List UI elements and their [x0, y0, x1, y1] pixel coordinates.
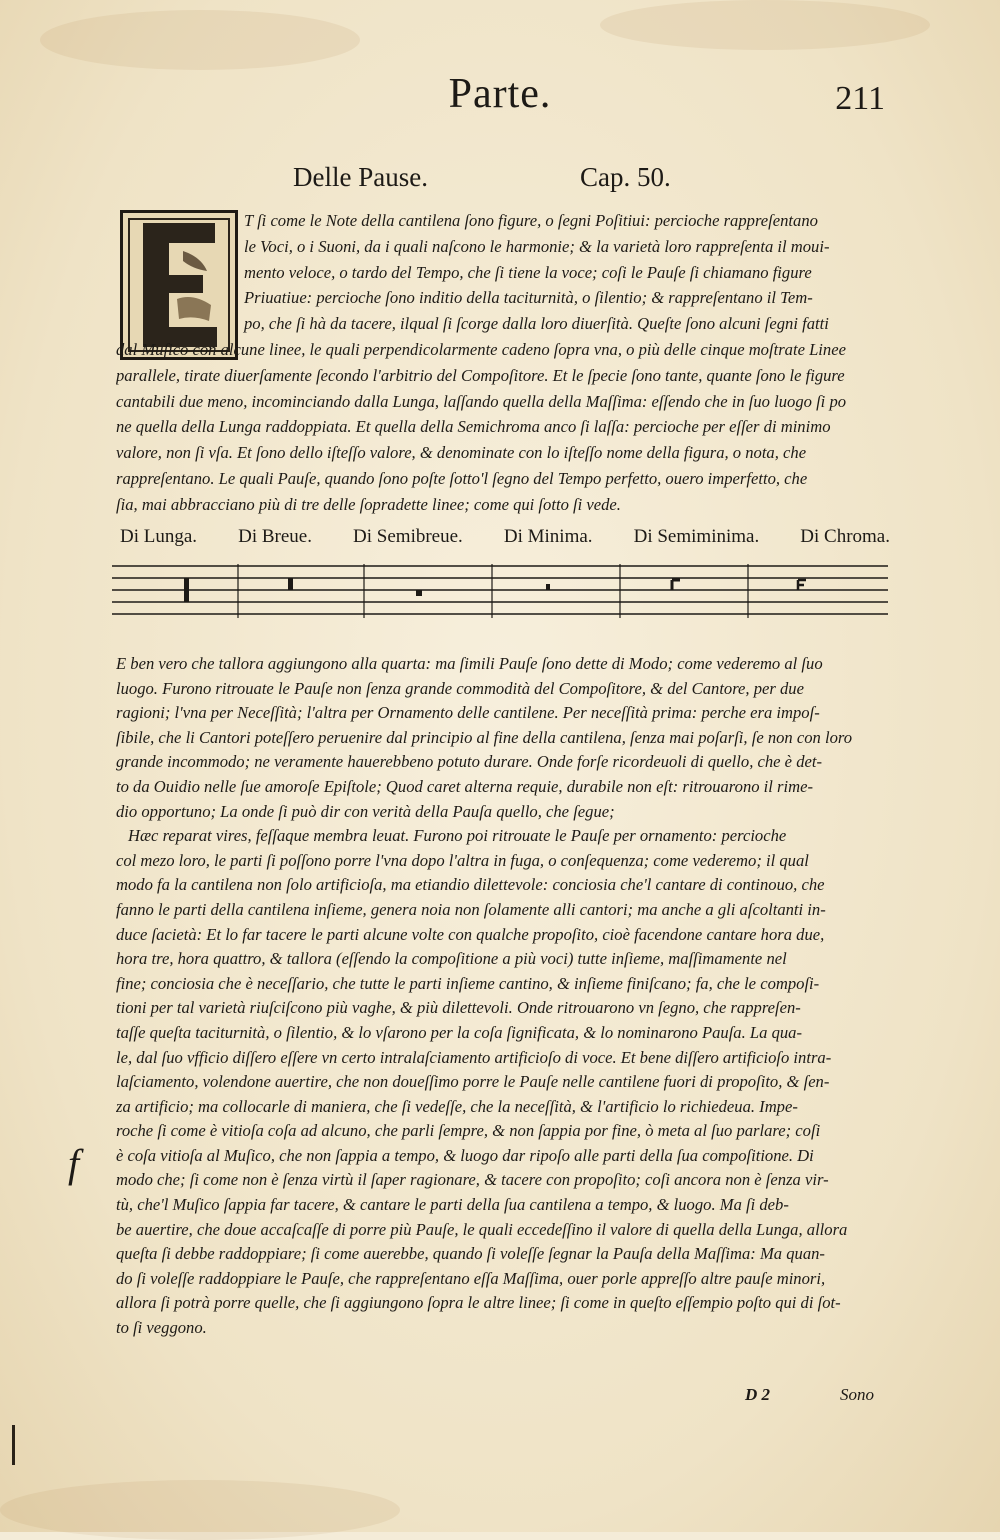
text-line: tù, che'l Muſico ſappia far tacere, & cantare le parti della ſua cantilena a tempo, & luogo. Ma ſi deb- [116, 1195, 789, 1215]
long-rest-icon [184, 578, 189, 602]
chroma-rest-icon [798, 580, 806, 590]
minima-rest-icon [546, 584, 550, 590]
paper-stain [40, 10, 360, 70]
chapter-number: Cap. 50. [580, 162, 671, 192]
text-line: tioni per tal varietà riuſciſcono più vaghe, & più dilettevoli. Onde ritrouarono vn ſegno, che rappreſen- [116, 998, 801, 1018]
running-head: Parte. [448, 71, 552, 117]
text-line: be auertire, che doue accaſcaſſe di porre più Pauſe, le quali eccedeſſino il valore di quella della Lunga, allora [116, 1219, 848, 1239]
text-line: roche ſi come è vitioſa coſa ad alcuno, che parli ſempre, & non ſappia por fine, ò meta al ſuo parlare; coſi [116, 1121, 821, 1141]
music-staff-rests [112, 560, 888, 626]
text-line: modo che; ſi come non è ſenza virtù il ſaper ragionare, & tacere con propoſito; coſi ancora non è ſenza vir- [116, 1170, 829, 1190]
text-line: col mezo loro, le parti ſi poſſono porre l'vna dopo l'altra in fuga, o conſequenza; come vederemo; il qual [116, 850, 809, 870]
staff-lines [112, 566, 888, 614]
text-line: po, che ſi hà da tacere, ilqual ſi ſcorge dalla loro diuerſità. Queſte ſono alcuni ſegni fatti [244, 314, 829, 334]
text-line: allora ſi potrà porre quelle, che ſi aggiungono ſopra le altre linee; ſi come in queſto eſſempio poſto qui di ſot- [116, 1293, 841, 1313]
text-line: le Voci, o i Suoni, da i quali naſcono le harmonie; & la varietà loro rappreſenta il moui- [244, 236, 830, 256]
rest-label: Di Breue. [238, 526, 312, 547]
bar-lines [238, 564, 748, 618]
page-number: 211 [835, 80, 885, 117]
text-line: T ſi come le Note della cantilena ſono figure, o ſegni Poſitiui: percioche rappreſentano [244, 211, 818, 230]
text-line: za artificio; ma collocarle di maniera, che ſi vedeſſe, che la neceſſità, & l'artificio lo richiedeua. Impe- [116, 1096, 798, 1116]
text-line: queſta ſi debbe raddoppiare; ſi come auerebbe, quando ſi voleſſe ſegnar la Pauſa della Maſſima: Ma quan- [116, 1244, 825, 1264]
text-line: mento veloce, o tardo del Tempo, che ſi tiene la voce; coſi le Pauſe ſi chiamano figure [244, 262, 812, 282]
text-line: è coſa vitioſa al Muſico, che non ſappia a tempo, & luogo dar ripoſo alle parti della ſua compoſitione. Di [116, 1145, 814, 1165]
rest-label: Di Minima. [503, 526, 593, 547]
semibreve-rest-icon [416, 590, 422, 596]
text-line: dal Muſico con alcune linee, le quali perpendicolarmente cadeno ſopra vna, o più delle cinque moſtrate Linee [116, 339, 846, 359]
text-line: Hæc reparat vires, feſſaque membra leuat. Furono poi ritrouate le Pauſe per ornamento: percioche [128, 826, 787, 846]
text-line: grande incommodo; ne veramente hauerebbeno potuto durare. Onde forſe ricordeuoli di quello, che è det- [116, 752, 822, 772]
text-line: fine; conciosia che è neceſſario, che tutte le parti inſieme cantino, & inſieme finiſcano; fa, che le compoſi- [116, 973, 820, 993]
paper-stain [0, 1480, 400, 1540]
breve-rest-icon [288, 578, 293, 590]
margin-ink-mark [12, 1425, 15, 1465]
catchword: Sono [840, 1385, 874, 1404]
text-line: le, dal ſuo vfficio diſſero eſſere vn certo intralaſciamento artificioſo di voce. Et bene diſſero artificioſo intra- [116, 1047, 832, 1067]
marginal-annotation: f [68, 1141, 80, 1186]
text-line: taſſe queſta taciturnità, o ſilentio, & lo vſarono per la coſa ſignificata, & lo nominarono Pauſa. La qua- [116, 1022, 802, 1042]
text-line: duce ſacietà: Et lo far tacere le parti alcune volte con qualche propoſito, cioè facendone cantare hora due, [116, 924, 825, 944]
semiminima-rest-icon [672, 580, 680, 590]
rest-label: Di Semibreue. [353, 526, 463, 547]
text-line: parallele, tirate diuerſamente ſecondo l'arbitrio del Compoſitore. Et le ſpecie ſono tante, quante ſono le figure [116, 365, 845, 385]
signature-mark: D 2 [745, 1385, 771, 1404]
text-line: laſciamento, volendone auertire, che non doueſſimo porre le Pauſe nelle cantilene fuori di propoſito, & ſen- [116, 1072, 830, 1092]
text-line: modo fa la cantilena non ſolo artificioſa, ma etiandio dilettevole: conciosia che'l cantare di continouo, che [116, 875, 825, 895]
text-line: do ſi voleſſe raddoppiare le Pauſe, che rappreſentano eſſa Maſſima, ouer porle appreſſo altre pauſe minori, [116, 1268, 826, 1288]
paper-stain [600, 0, 930, 50]
text-line: luogo. Furono ritrouate le Pauſe non ſenza grande commodità del Compoſitore, & del Cantore, per due [116, 678, 804, 698]
rest-label: Di Lunga. [120, 526, 198, 547]
text-line: rappreſentano. Le quali Pauſe, quando ſono poſte ſotto'l ſegno del Tempo perfetto, ouero imperfetto, che [116, 468, 808, 488]
text-line: fanno le parti della cantilena inſieme, genera noia non ſolamente alli cantori; ma anche a gli aſcoltanti in- [116, 899, 826, 919]
text-line: Priuatiue: percioche ſono inditio della taciturnità, o ſilentio; & rappreſentano il Tem- [244, 288, 813, 308]
rest-label: Di Semiminima. [633, 526, 760, 547]
rest-label: Di Chroma. [800, 526, 890, 547]
rest-labels [120, 526, 890, 548]
text-line: cantabili due meno, incominciando dalla Lunga, laſſando quella della Maſſima: eſſendo che in ſuo luogo ſi po [116, 391, 847, 411]
text-line: to da Ouidio nelle ſue amoroſe Epiſtole; Quod caret alterna requie, durabile non eſt: ritrouarono il rime- [116, 776, 813, 796]
text-line: to ſi veggono. [116, 1318, 207, 1338]
text-line: ragioni; l'vna per Neceſſità; l'altra per Ornamento delle cantilene. Per neceſſità prima: perche era impoſ- [116, 703, 820, 723]
text-line: dio opportuno; La onde ſi può dir con verità della Pauſa quello, che ſegue; [116, 801, 615, 821]
paragraph-2 [116, 652, 894, 1341]
text-line: valore, non ſi vſa. Et ſono dello iſteſſo valore, & denominate con lo iſteſſo nome della figura, o nota, che [116, 443, 807, 463]
paragraph-1 [116, 208, 894, 518]
chapter-subject: Delle Pause. [293, 162, 428, 192]
text-line: E ben vero che tallora aggiungono alla quarta: ma ſimili Pauſe ſono dette di Modo; come vederemo al ſuo [116, 654, 823, 673]
text-line: ne quella della Lunga raddoppiata. Et quella della Semichroma anco ſi laſſa: percioche per eſſer di minimo [116, 417, 831, 437]
text-line: ſibile, che li Cantori poteſſero peruenire dal principio al fine della cantilena, ſenza mai poſarſi, ſe non con loro [116, 727, 853, 747]
text-line: hora tre, hora quattro, & tallora (eſſendo la compoſitione a più voci) tutte inſieme, maſſimamente nel [116, 949, 787, 969]
text-line: ſia, mai abbracciano più di tre delle ſopradette linee; come qui ſotto ſi vede. [116, 494, 621, 514]
